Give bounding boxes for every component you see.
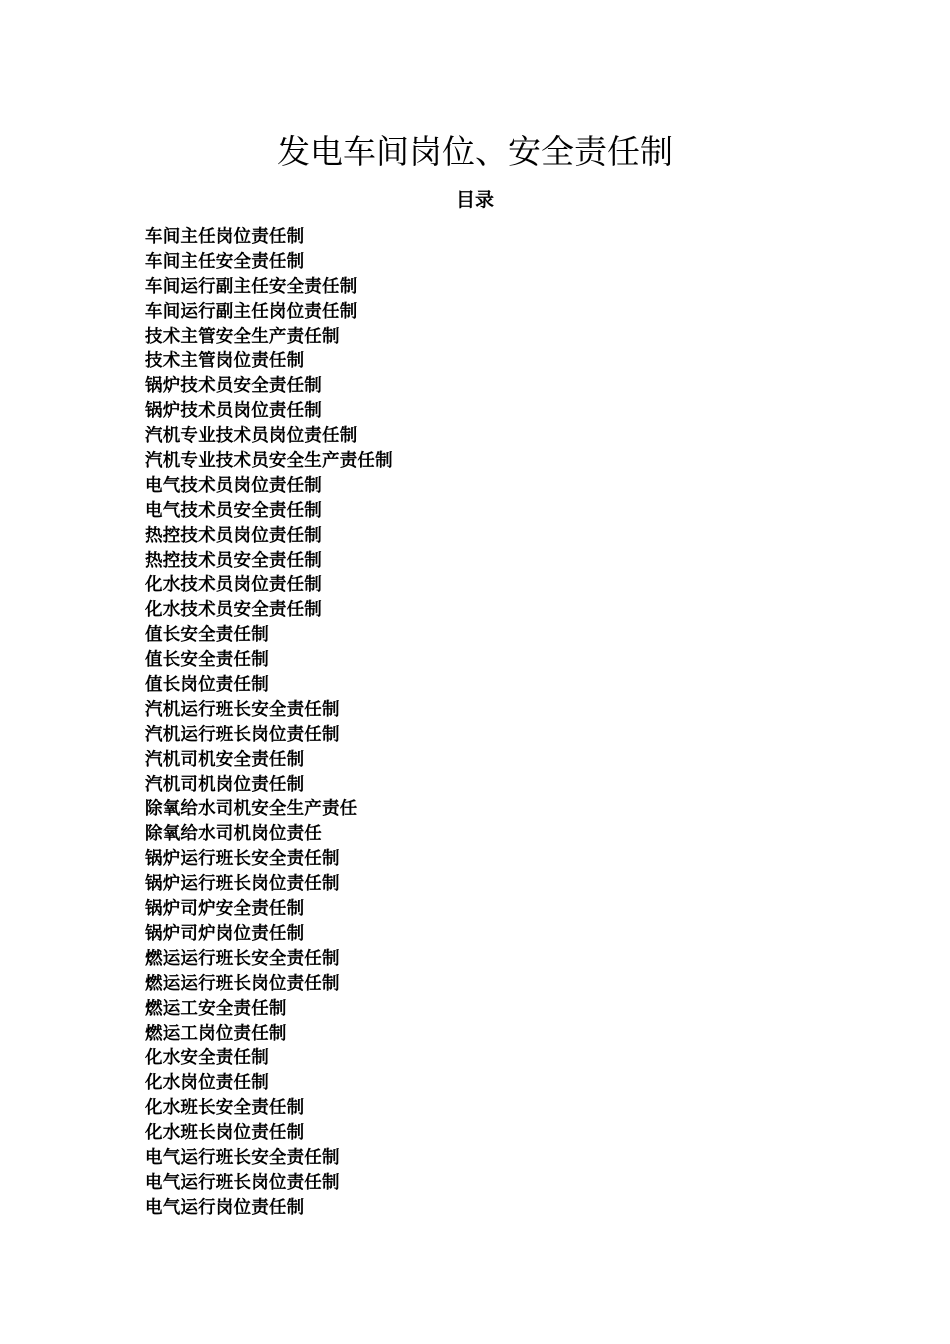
- toc-item: 汽机司机岗位责任制: [145, 774, 305, 795]
- toc-item: 锅炉运行班长安全责任制: [145, 849, 340, 870]
- toc-item: 值长安全责任制: [145, 650, 269, 671]
- toc-item: 汽机专业技术员安全生产责任制: [145, 451, 393, 472]
- toc-item: 技术主管安全生产责任制: [145, 326, 340, 347]
- toc-item: 锅炉运行班长岗位责任制: [145, 874, 340, 895]
- toc-item: 燃运工安全责任制: [145, 998, 287, 1019]
- toc-item: 电气运行班长岗位责任制: [145, 1172, 340, 1193]
- toc-item: 车间主任安全责任制: [145, 251, 305, 272]
- toc-item: 电气运行班长安全责任制: [145, 1147, 340, 1168]
- toc-item: 汽机司机安全责任制: [145, 749, 305, 770]
- toc-item: 值长岗位责任制: [145, 675, 269, 696]
- toc-item: 锅炉司炉安全责任制: [145, 899, 305, 920]
- toc-item: 电气技术员安全责任制: [145, 500, 322, 521]
- toc-item: 燃运工岗位责任制: [145, 1023, 287, 1044]
- toc-item: 燃运运行班长岗位责任制: [145, 973, 340, 994]
- toc-item: 技术主管岗位责任制: [145, 351, 305, 372]
- toc-item: 汽机运行班长安全责任制: [145, 699, 340, 720]
- toc-item: 汽机运行班长岗位责任制: [145, 724, 340, 745]
- toc-item: 电气运行岗位责任制: [145, 1197, 305, 1218]
- toc-item: 燃运运行班长安全责任制: [145, 948, 340, 969]
- toc-item: 车间运行副主任岗位责任制: [145, 301, 358, 322]
- toc-item: 锅炉司炉岗位责任制: [145, 923, 305, 944]
- toc-item: 化水技术员岗位责任制: [145, 575, 322, 596]
- toc-item: 化水安全责任制: [145, 1048, 269, 1069]
- toc-item: 值长安全责任制: [145, 625, 269, 646]
- toc-item: 除氧给水司机岗位责任: [145, 824, 322, 845]
- document-title: 发电车间岗位、安全责任制: [277, 132, 673, 171]
- toc-item: 化水技术员安全责任制: [145, 600, 322, 621]
- toc-item: 除氧给水司机安全生产责任: [145, 799, 358, 820]
- toc-item: 车间运行副主任安全责任制: [145, 276, 358, 297]
- toc-item: 汽机专业技术员岗位责任制: [145, 426, 358, 447]
- toc-item: 电气技术员岗位责任制: [145, 475, 322, 496]
- toc-list: [145, 225, 393, 1221]
- toc-item: 锅炉技术员安全责任制: [145, 376, 322, 397]
- toc-item: 锅炉技术员岗位责任制: [145, 401, 322, 422]
- toc-heading: 目录: [455, 189, 494, 211]
- toc-item: 车间主任岗位责任制: [145, 227, 305, 247]
- toc-item: 化水岗位责任制: [145, 1073, 269, 1094]
- toc-item: 热控技术员岗位责任制: [145, 525, 322, 546]
- toc-item: 化水班长安全责任制: [145, 1098, 305, 1119]
- toc-item: 化水班长岗位责任制: [145, 1123, 305, 1144]
- toc-item: 热控技术员安全责任制: [145, 550, 322, 571]
